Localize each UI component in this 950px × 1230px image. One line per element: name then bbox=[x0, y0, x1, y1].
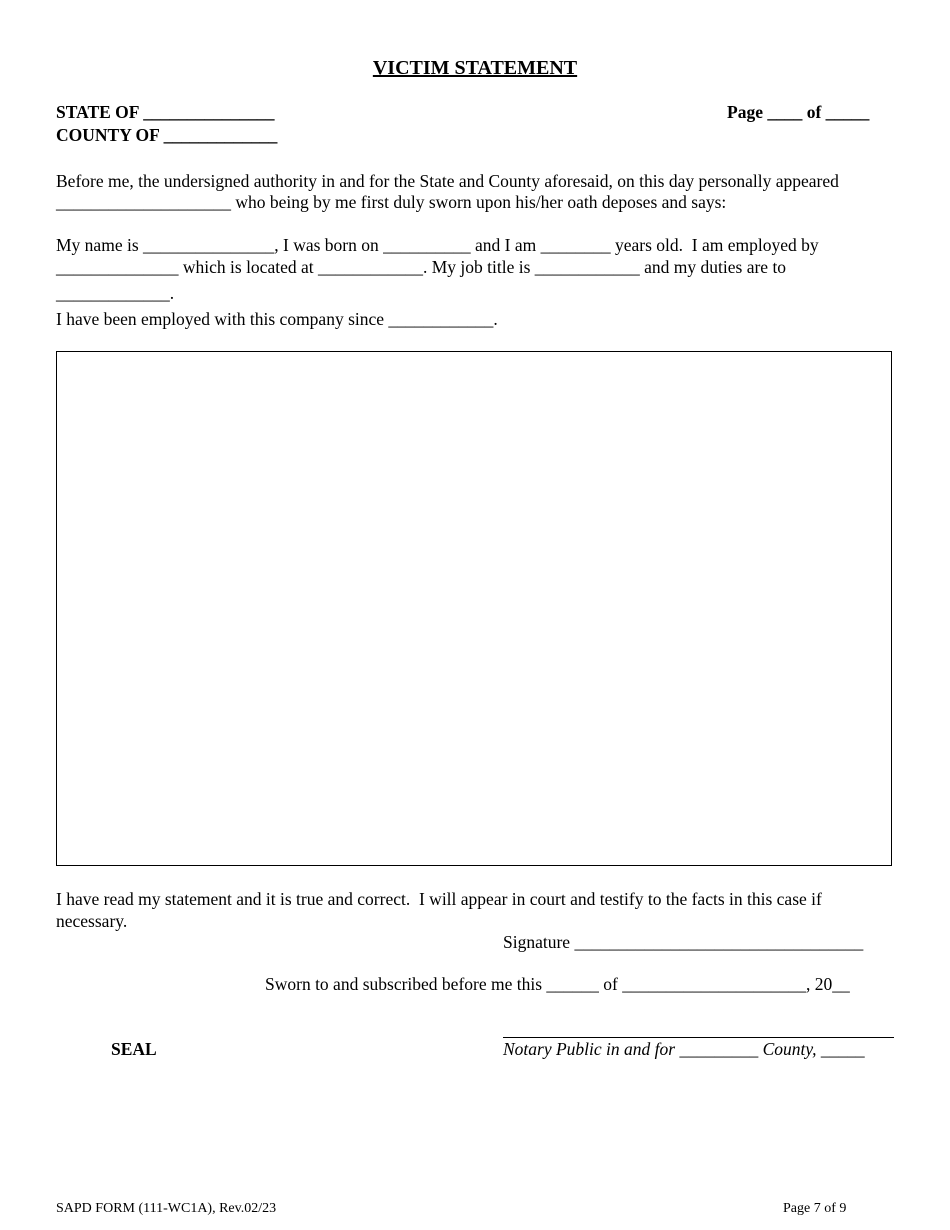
closing-line-2: necessary. bbox=[56, 911, 128, 931]
seal-label: SEAL bbox=[111, 1039, 157, 1059]
sworn-line: Sworn to and subscribed before me this ______ of _____________________, 20__ bbox=[265, 974, 850, 994]
personal-line-1: My name is _______________, I was born on __________ and I am ________ years old. I am employed by bbox=[56, 235, 819, 255]
personal-line-3: _____________. bbox=[56, 283, 175, 303]
notary-public-label: Notary Public in and for _________ County, _____ bbox=[503, 1039, 865, 1059]
closing-line-1: I have read my statement and it is true and correct. I will appear in court and testify to the facts in this case if bbox=[56, 889, 822, 909]
page-title: VICTIM STATEMENT bbox=[372, 57, 578, 79]
personal-line-2: ______________ which is located at ____________. My job title is ____________ and my duties are to bbox=[56, 257, 787, 277]
form-id-footer: SAPD FORM (111-WC1A), Rev.02/23 bbox=[56, 1201, 277, 1216]
notary-signature-line[interactable] bbox=[503, 1037, 894, 1038]
intro-line-2: ____________________ who being by me first duly sworn upon his/her oath deposes and says: bbox=[56, 192, 727, 212]
signature-field[interactable]: Signature _________________________________ bbox=[503, 932, 864, 952]
page-of-field[interactable]: Page ____ of _____ bbox=[727, 102, 870, 122]
state-of-field[interactable]: STATE OF _______________ bbox=[56, 102, 275, 122]
intro-line-1: Before me, the undersigned authority in and for the State and County aforesaid, on this day personally appeared bbox=[56, 171, 839, 191]
employment-since-line: I have been employed with this company since ____________. bbox=[56, 309, 498, 329]
page-number-footer: Page 7 of 9 bbox=[783, 1201, 847, 1216]
statement-text-box[interactable] bbox=[56, 351, 892, 866]
county-of-field[interactable]: COUNTY OF _____________ bbox=[56, 125, 278, 145]
